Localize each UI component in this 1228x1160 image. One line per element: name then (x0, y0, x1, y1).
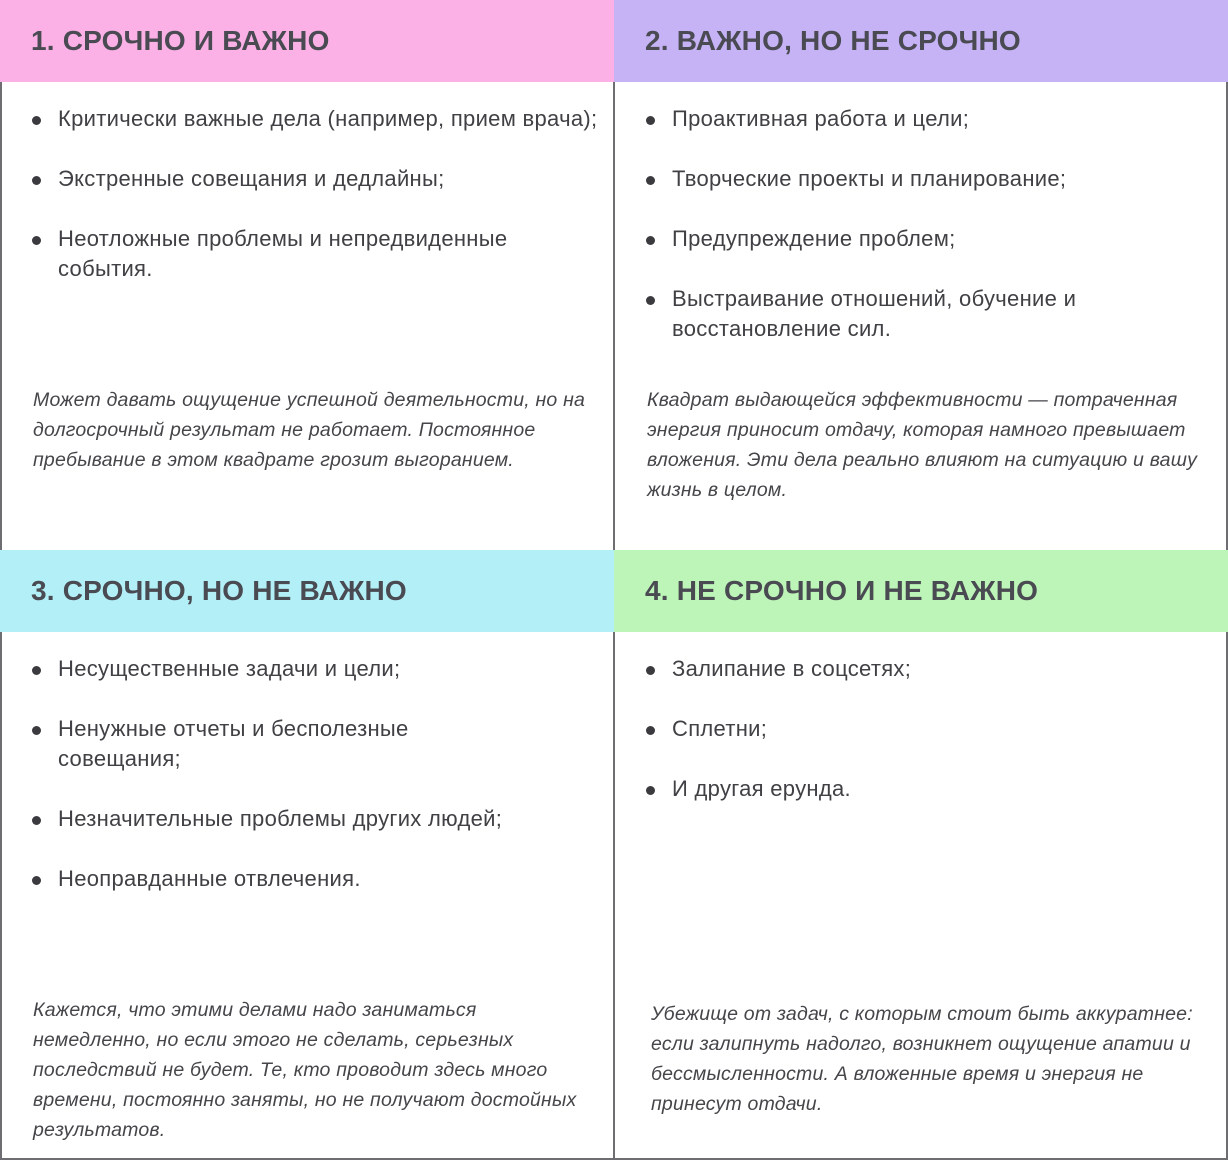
quadrant-title: 4. НЕ СРОЧНО И НЕ ВАЖНО (614, 550, 1228, 632)
quadrant-title: 1. СРОЧНО И ВАЖНО (0, 0, 614, 82)
quadrant-title: 3. СРОЧНО, НО НЕ ВАЖНО (0, 550, 614, 632)
list-item: Неотложные проблемы и непредвиденные события. (32, 224, 588, 284)
quadrant-important-not-urgent (614, 0, 1228, 550)
quadrant-list (646, 104, 1206, 374)
quadrant-list (32, 654, 592, 924)
divider-vertical (613, 82, 615, 550)
list-item: И другая ерунда. (646, 774, 1206, 804)
quadrant-list (646, 654, 1206, 834)
list-item: Незначительные проблемы других людей; (32, 804, 592, 834)
quadrant-note: Кажется, что этими делами надо заниматься немедленно, но если этого не сделать, серьезных последствий не будет. Те, кто проводит здесь много времени, постоянно заняты, но не получают достойных результатов. (33, 999, 577, 1141)
quadrant-urgent-not-important (0, 550, 614, 1160)
list-item: Творческие проекты и планирование; (646, 164, 1206, 194)
divider-vertical (613, 632, 615, 1160)
list-item: Залипание в соцсетях; (646, 654, 1206, 684)
list-item: Выстраивание отношений, обучение и восстановление сил. (646, 284, 1142, 344)
list-item: Критически важные дела (например, прием врача); (32, 104, 598, 134)
list-item: Проактивная работа и цели; (646, 104, 1206, 134)
list-item: Неоправданные отвлечения. (32, 864, 592, 894)
quadrant-urgent-important (0, 0, 614, 550)
quadrant-title: 2. ВАЖНО, НО НЕ СРОЧНО (614, 0, 1228, 82)
list-item: Предупреждение проблем; (646, 224, 1206, 254)
quadrant-note: Убежище от задач, с которым стоит быть аккуратнее: если залипнуть надолго, возникнет ощущение апатии и бессмысленности. А вложенные время и энергия не принесут отдачи. (651, 1003, 1193, 1115)
quadrant-not-urgent-not-important (614, 550, 1228, 1160)
quadrant-list (32, 104, 598, 314)
quadrant-note: Может давать ощущение успешной деятельности, но на долгосрочный результат не работает. Постоянное пребывание в этом квадрате грозит выгоранием. (33, 389, 586, 471)
border-left (0, 632, 2, 1160)
quadrant-note: Квадрат выдающейся эффективности — потраченная энергия приносит отдачу, которая намного превышает вложения. Эти дела реально влияют на ситуацию и вашу жизнь в целом. (647, 389, 1198, 501)
list-item: Ненужные отчеты и бесполезные совещания; (32, 714, 498, 774)
list-item: Экстренные совещания и дедлайны; (32, 164, 592, 194)
list-item: Сплетни; (646, 714, 1206, 744)
border-left (0, 82, 2, 550)
list-item: Несущественные задачи и цели; (32, 654, 592, 684)
